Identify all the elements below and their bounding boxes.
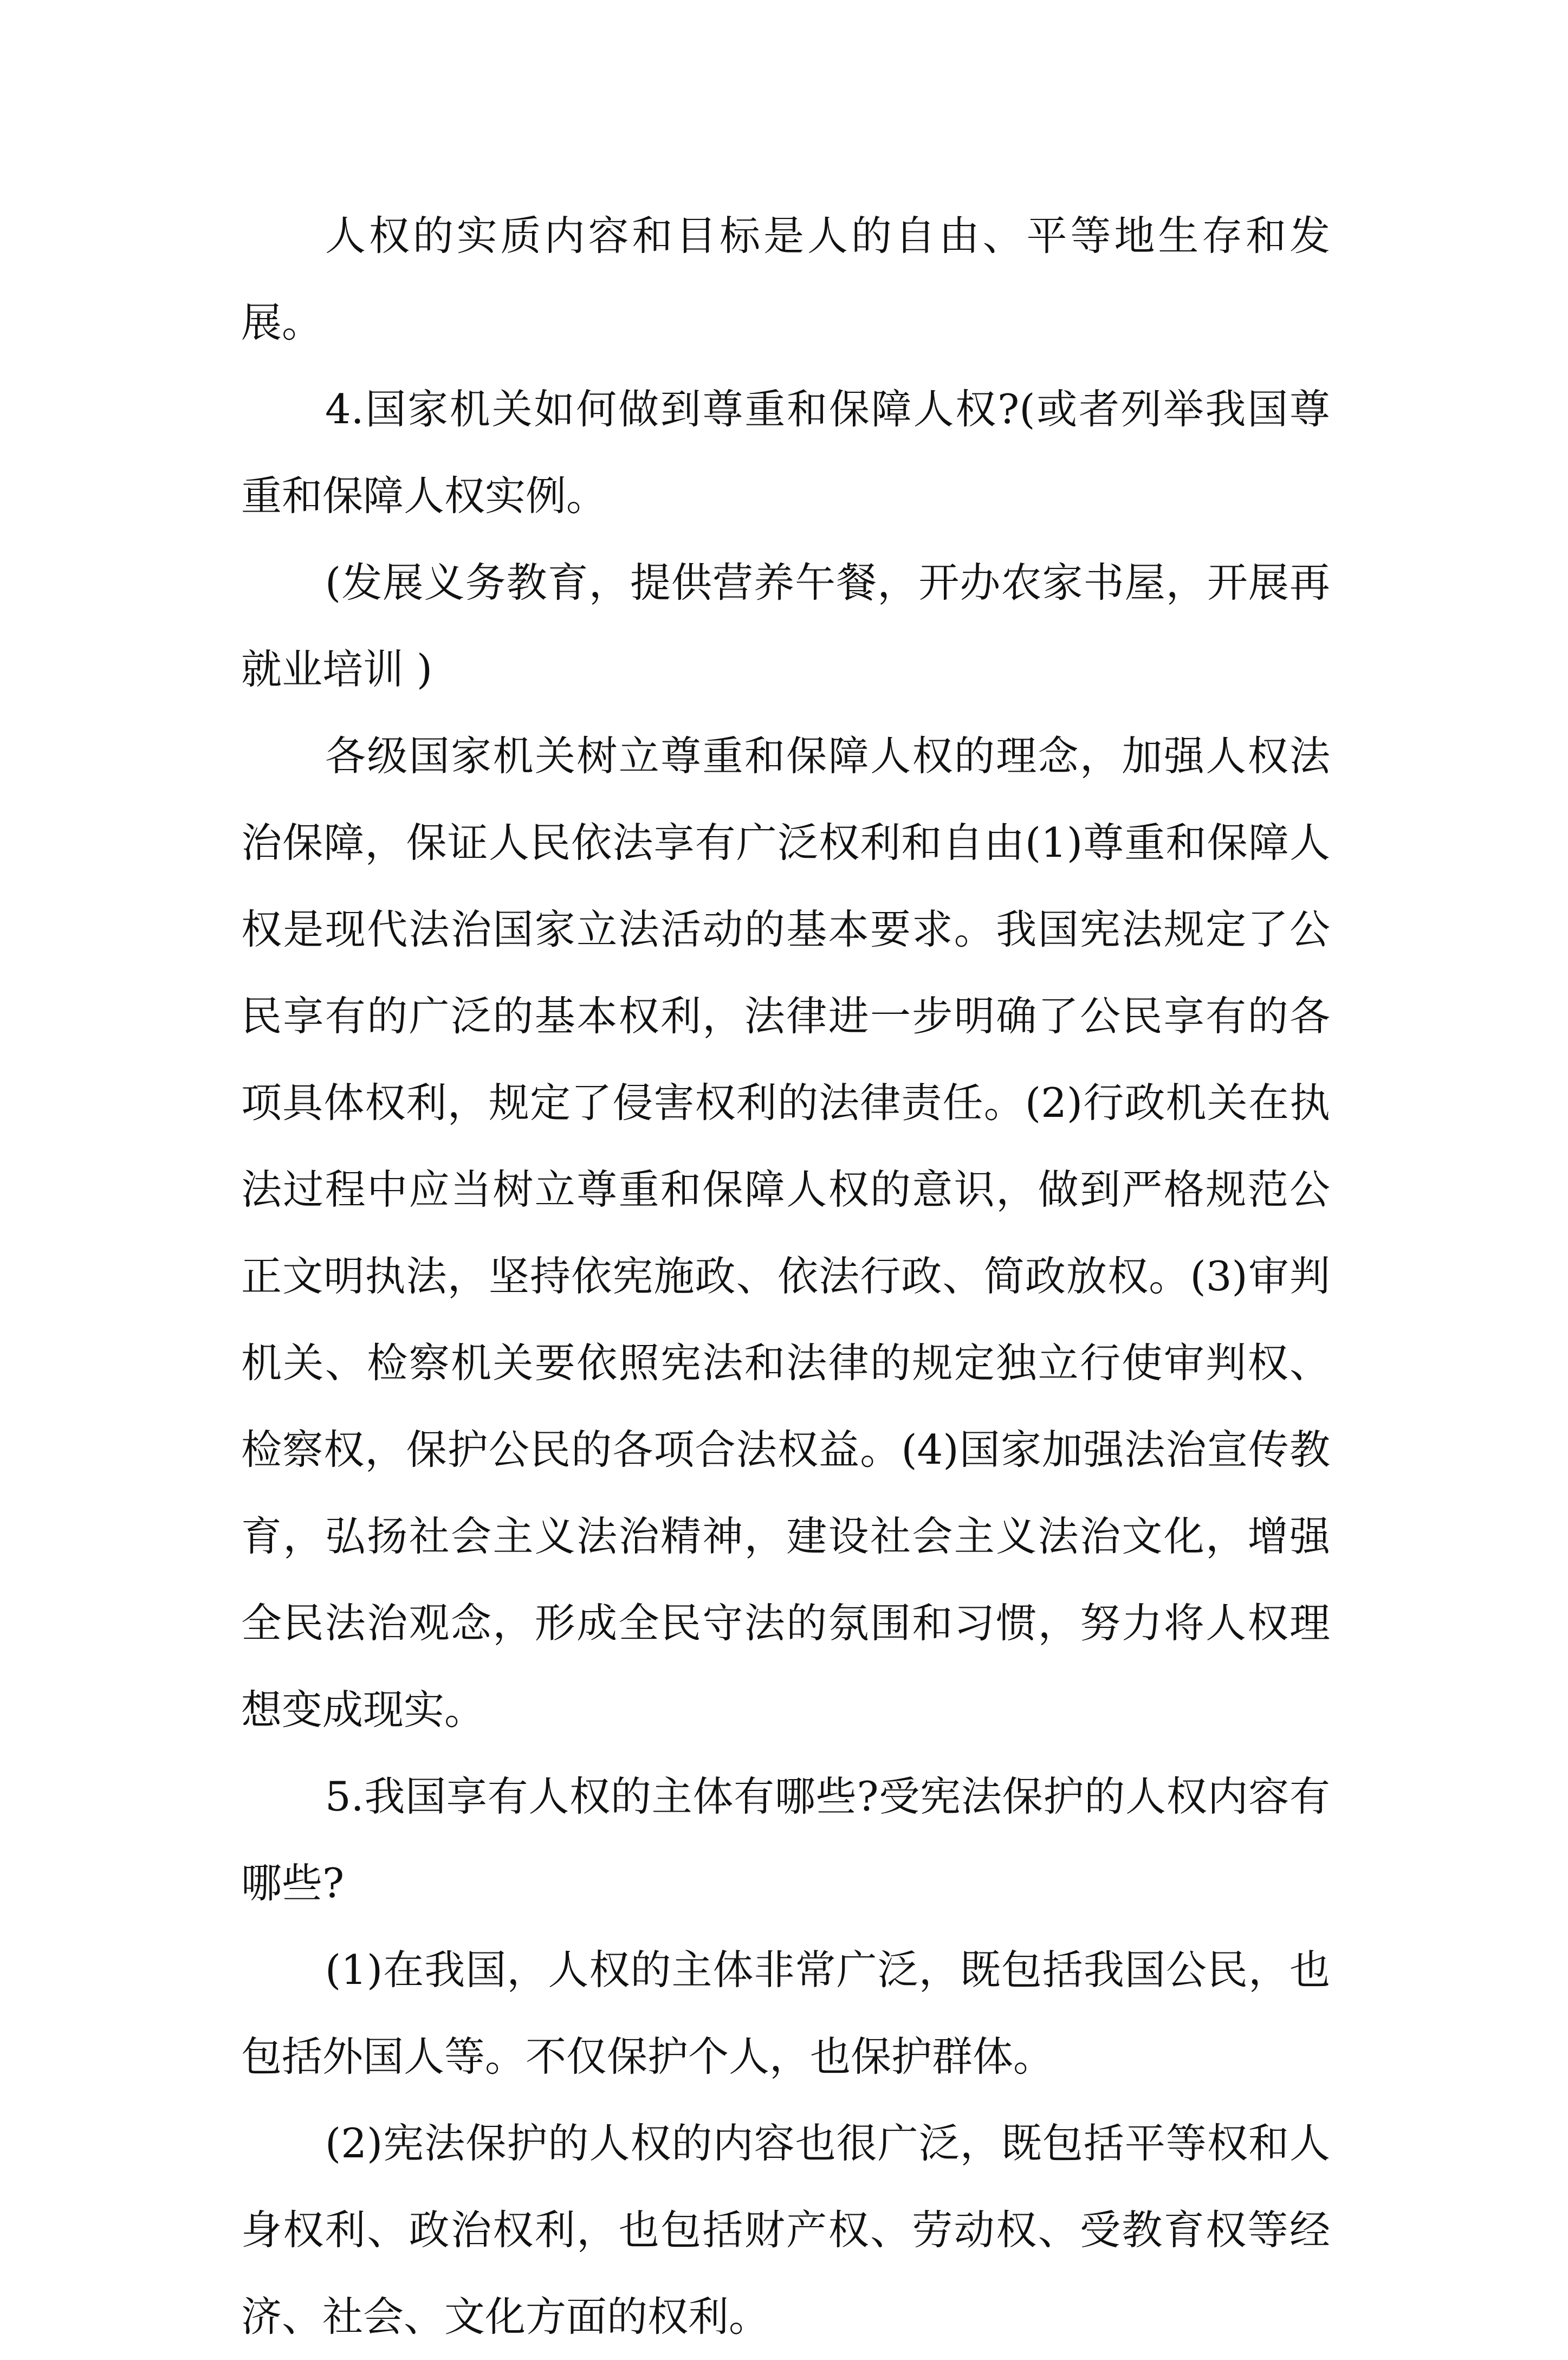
paragraph-human-rights-essence: 人权的实质内容和目标是人的自由、平等地生存和发展。 [241,212,1330,346]
question-4-heading: 4.国家机关如何做到尊重和保障人权?(或者列举我国尊重和保障人权实例。 [241,385,1330,520]
question-5-heading: 5.我国享有人权的主体有哪些?受宪法保护的人权内容有哪些? [241,1773,1330,1907]
answer-5-part-1: (1)在我国，人权的主体非常广泛，既包括我国公民，也包括外国人等。不仅保护个人，也保护群体。 [241,1946,1330,2080]
document-body [241,192,1330,2360]
answer-5-part-2: (2)宪法保护的人权的内容也很广泛，既包括平等权和人身权利、政治权利，也包括财产权、劳动权、受教育权等经济、社会、文化方面的权利。 [241,2119,1330,2340]
answer-4-paragraph: 各级国家机关树立尊重和保障人权的理念，加强人权法治保障，保证人民依法享有广泛权利和自由(1)尊重和保障人权是现代法治国家立法活动的基本要求。我国宪法规定了公民享有的广泛的基本权利，法律进一步明确了公民享有的各项具体权利，规定了侵害权利的法律责任。(2)行政机关在执法过程中应当树立尊重和保障人权的意识，做到严格规范公正文明执法，坚持依宪施政、依法行政、简政放权。(3)审判机关、检察机关要依照宪法和法律的规定独立行使审判权、检察权，保护公民的各项合法权益。(4)国家加强法治宣传教育，弘扬社会主义法治精神，建设社会主义法治文化，增强全民法治观念，形成全民守法的氛围和习惯，努力将人权理想变成现实。 [241,732,1330,1734]
paragraph-examples: (发展义务教育，提供营养午餐，开办农家书屋，开展再就业培训 ) [241,559,1330,693]
